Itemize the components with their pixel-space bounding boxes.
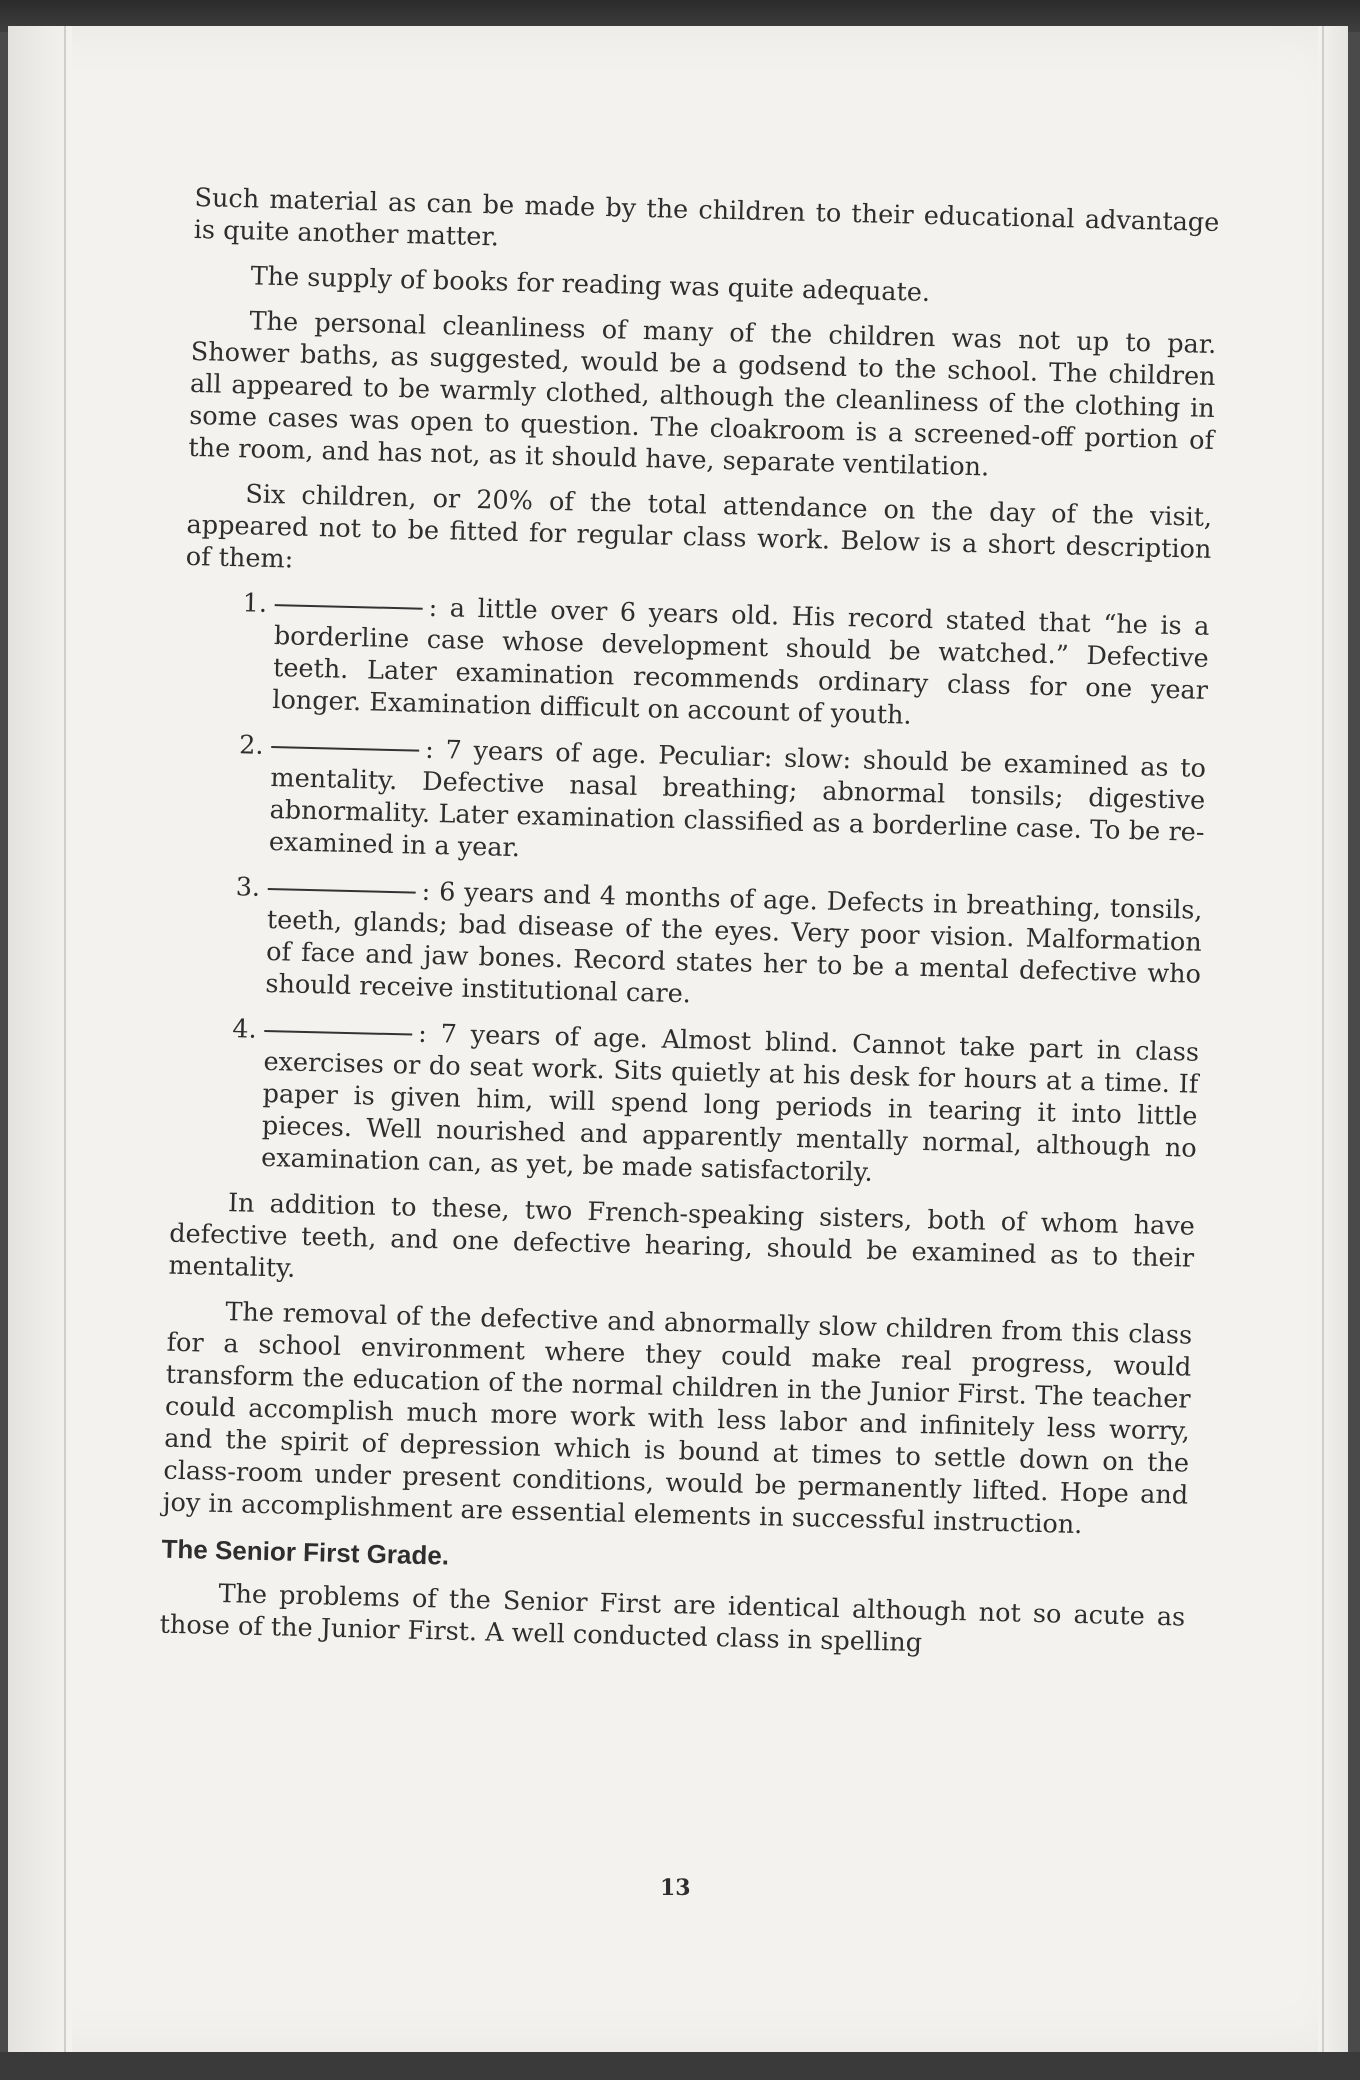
- list-item-text: : 6 years and 4 months of age. Defects in breathing, tonsils, teeth, glands; bad disease of the eyes. Very poor vision. Malformation of face and jaw bones. Record states her to be a mental defective who should receive institutional care.: [265, 876, 1203, 1010]
- paragraph: The removal of the defective and abnormally slow children from this class for a school environment where they could make real progress, would transform the education of the normal children in the Junior First. The teacher could accomplish much more work with less labor and infinitely less worry, and the spirit of depression which is bound at times to settle down on the class-room under present conditions, would be permanently lifted. Hope and joy in accomplishment are essential elements in successful instruction.: [162, 1297, 1193, 1541]
- page-text-block: [159, 182, 1220, 1679]
- paragraph: The personal cleanliness of many of the children was not up to par. Shower baths, as suggested, would be a godsend to the school. The children all appeared to be warmly clothed, although the cleanliness of the clothing in some cases was open to question. The cloakroom is a screened-off portion of the room, and has not, as it should have, separate ventilation.: [188, 306, 1217, 483]
- gutter-line: [64, 26, 66, 2052]
- paragraph: The supply of books for reading was quite adequate.: [250, 261, 931, 308]
- list-item: [235, 872, 1203, 1023]
- list-item-text: : 7 years of age. Peculiar: slow: should be examined as to mentality. Defective nasal breathing; abnormal tonsils; digestive abnormality. Later examination classified as a borderline case. To be re-examined in a year.: [268, 734, 1207, 864]
- list-item: [238, 730, 1207, 881]
- page-number: 13: [660, 1875, 691, 1901]
- list-item-text: : 7 years of age. Almost blind. Cannot take part in class exercises or do seat work. Sits quietly at his desk for hours at a time. If paper is given him, will spend long periods in tearing it into little pieces. Well nourished and apparently mentally normal, although no examination can, as yet, be made satisfactorily.: [260, 1018, 1200, 1188]
- paragraph: In addition to these, two French-speaking sisters, both of whom have defective teeth, and one defective hearing, should be examined as to their mentality.: [168, 1188, 1196, 1284]
- redacted-name-line: [268, 888, 416, 894]
- paragraph: The problems of the Senior First are identical although not so acute as those of the Junior First. A well conducted class in spelling: [159, 1579, 1186, 1659]
- redacted-name-line: [264, 1030, 412, 1036]
- section-heading: The Senior First Grade.: [161, 1533, 450, 1571]
- paragraph: Such material as can be made by the children to their educational advantage is quite another matter.: [193, 182, 1220, 253]
- paragraph: Six children, or 20% of the total attendance on the day of the visit, appeared not to be fitted for regular class work. Below is a short description of them:: [185, 479, 1213, 575]
- outer-edge-line: [1322, 26, 1324, 2052]
- redacted-name-line: [271, 746, 419, 752]
- list-item-number: 4.: [231, 1014, 258, 1045]
- scan-bottom-edge: [0, 2052, 1360, 2080]
- list-item: [242, 588, 1210, 739]
- list-item: [231, 1014, 1200, 1197]
- list-item-number: 2.: [238, 730, 264, 761]
- page-gutter: [8, 26, 72, 2052]
- list-item-number: 1.: [242, 588, 268, 619]
- redacted-name-line: [275, 604, 423, 610]
- list-item-number: 3.: [235, 872, 261, 903]
- list-item-text: : a little over 6 years old. His record stated that “he is a borderline case whose development should be watched.” Defective teeth. Later examination recommends ordinary class for one year longer. Examination difficult on account of youth.: [271, 592, 1210, 731]
